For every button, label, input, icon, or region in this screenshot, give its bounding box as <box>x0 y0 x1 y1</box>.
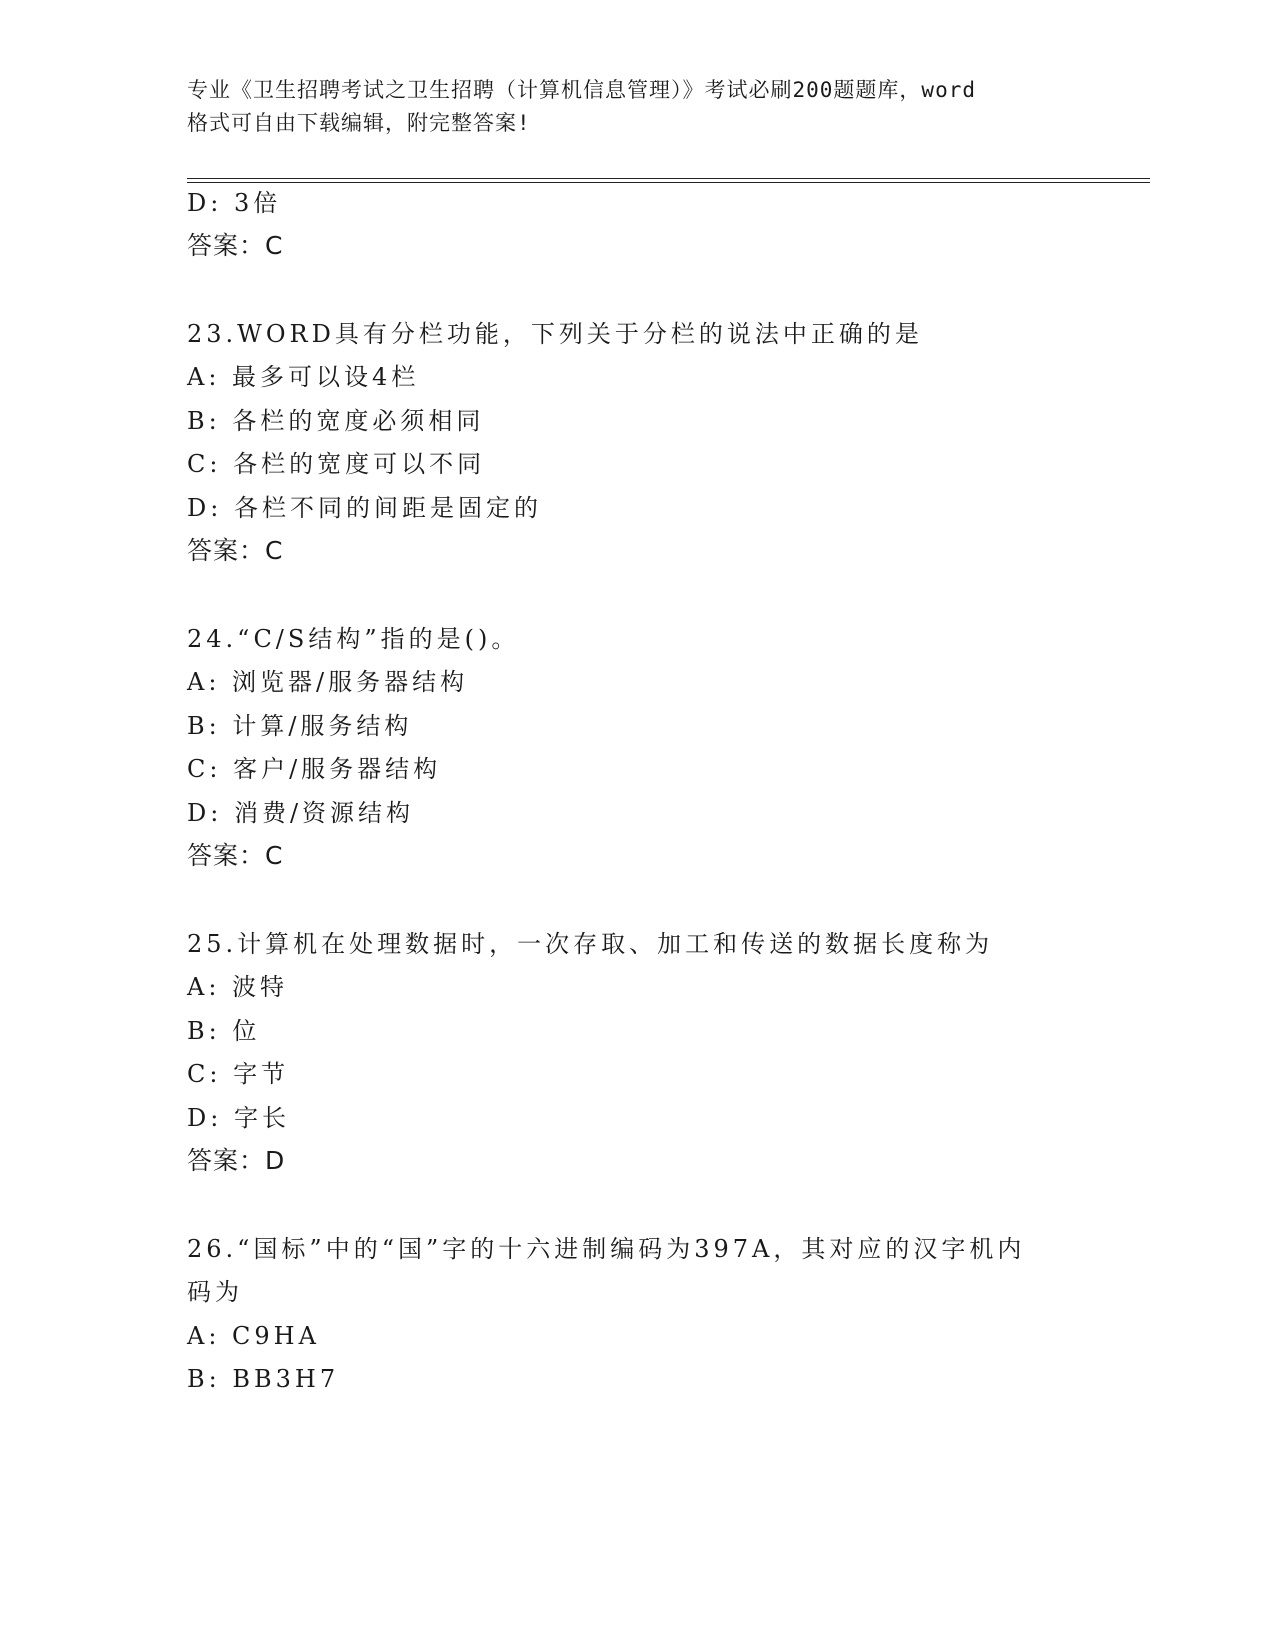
header-title-line-1: 专业《卫生招聘考试之卫生招聘（计算机信息管理）》考试必刷200题题库，word <box>187 78 976 102</box>
q23-option-a: A: 最多可以设4栏 <box>187 363 420 391</box>
q26-stem-line-2: 码为 <box>187 1278 243 1306</box>
q24-option-b: B: 计算/服务结构 <box>187 712 413 740</box>
header-divider-bottom <box>187 182 1150 183</box>
q23-stem: 23.WORD具有分栏功能，下列关于分栏的说法中正确的是 <box>187 320 923 348</box>
q25-option-b: B: 位 <box>187 1017 261 1045</box>
q25-answer: 答案：D <box>187 1146 286 1175</box>
q25-stem: 25.计算机在处理数据时，一次存取、加工和传送的数据长度称为 <box>187 930 994 958</box>
q26-stem-line-1: 26.“国标”中的“国”字的十六进制编码为397A，其对应的汉字机内 <box>187 1235 1026 1263</box>
q24-option-c: C: 客户/服务器结构 <box>187 755 442 783</box>
header-title-line-2: 格式可自由下载编辑，附完整答案! <box>187 111 531 135</box>
prev-answer: 答案：C <box>187 231 284 260</box>
q23-answer: 答案：C <box>187 536 284 565</box>
q24-option-d: D: 消费/资源结构 <box>187 799 415 827</box>
q25-option-a: A: 波特 <box>187 973 289 1001</box>
q24-stem: 24.“C/S结构”指的是()。 <box>187 625 520 653</box>
q26-option-b: B: BB3H7 <box>187 1365 340 1393</box>
q24-option-a: A: 浏览器/服务器结构 <box>187 668 469 696</box>
header-divider-top <box>187 178 1150 179</box>
q23-option-c: C: 各栏的宽度可以不同 <box>187 450 486 478</box>
q23-option-d: D: 各栏不同的间距是固定的 <box>187 494 542 522</box>
q25-option-c: C: 字节 <box>187 1060 290 1088</box>
document-header <box>187 74 1087 140</box>
q23-option-b: B: 各栏的宽度必须相同 <box>187 407 485 435</box>
prev-option-d: D: 3倍 <box>187 189 282 217</box>
q25-option-d: D: 字长 <box>187 1104 290 1132</box>
q26-option-a: A: C9HA <box>187 1322 320 1350</box>
q24-answer: 答案：C <box>187 841 284 870</box>
